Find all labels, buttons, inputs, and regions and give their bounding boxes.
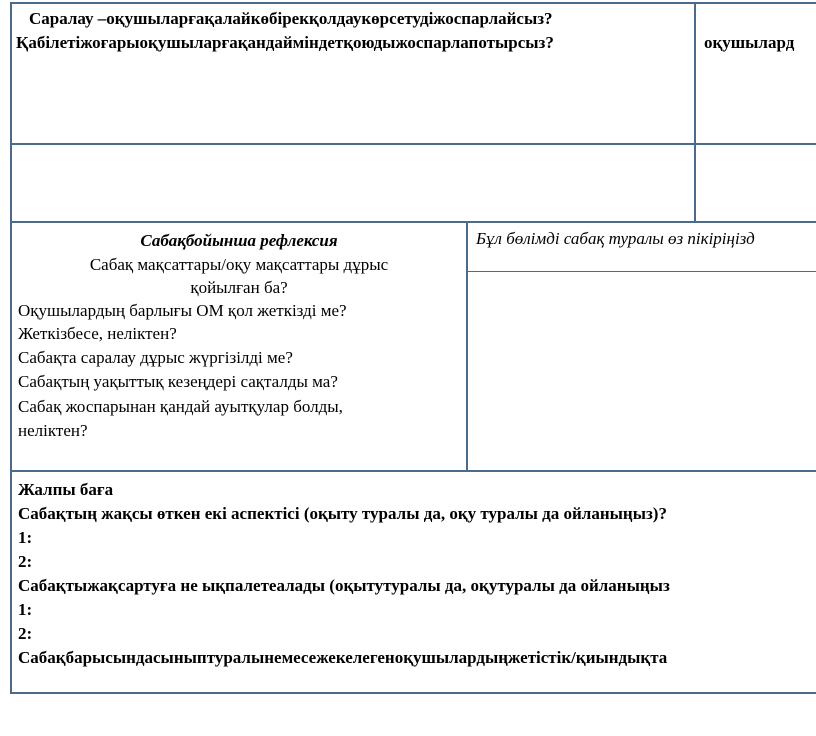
reflection-question-1: Оқушылардың барлығы ОМ қол жеткізді ме? [18,301,347,320]
learned-question: Сабақбарысындасыныптуралынемесежекелегеноқушылардыңжетістік/қиындықта [18,648,668,667]
summary-title: Жалпы баға [18,480,114,499]
improvement-number-2: 2: [18,624,33,643]
improvement-question: Сабақтыжақсартуға не ықпалетеалады (оқытутуралы да, оқутуралы да ойланыңыз [18,576,670,595]
differentiation-question: Саралау –оқушыларғақалайкөбірекқолдаукөрсетудіжоспарлайсыз? [29,9,553,28]
gifted-students-question: Қабілетіжоғарыоқушыларғақандайміндетқоюдыжоспарлапотырсыз? [16,33,554,52]
row-divider-3 [10,470,816,472]
reflection-line-1: Сабақ мақсаттары/оқу мақсаттары дұрыс [89,255,389,274]
reflection-question-6: неліктен? [18,421,88,440]
reflection-prompt: Бұл бөлімді сабақ туралы өз пікіріңізд [476,229,755,248]
reflection-line-2: қойылған ба? [190,278,288,297]
aspect-number-1: 1: [18,528,33,547]
reflection-title: Сабақбойынша рефлексия [140,231,338,250]
reflection-right-divider [466,271,816,272]
improvement-number-1: 1: [18,600,33,619]
reflection-question-5: Сабақ жоспарынан қандай ауытқулар болды, [18,397,343,416]
reflection-question-3: Сабақта саралау дұрыс жүргізілді ме? [18,348,293,367]
reflection-question-2: Жеткізбесе, неліктен? [18,324,177,343]
col-divider-top [694,2,696,223]
table-border-bottom [10,692,816,694]
right-column-header: оқушылард [704,33,795,52]
reflection-question-4: Сабақтың уақыттық кезеңдері сақталды ма? [18,372,338,391]
good-aspects-question: Сабақтың жақсы өткен екі аспектісі (оқыту туралы да, оқу туралы да ойланыңыз)? [18,504,667,523]
table-border-left [10,2,12,694]
col-divider-reflection [466,221,468,472]
aspect-number-2: 2: [18,552,33,571]
